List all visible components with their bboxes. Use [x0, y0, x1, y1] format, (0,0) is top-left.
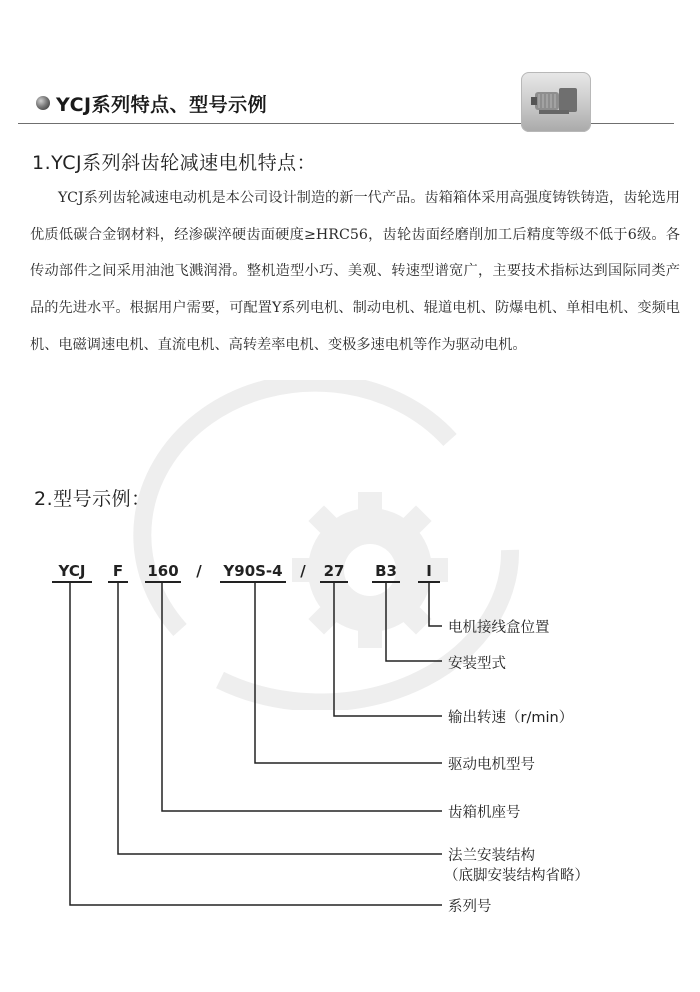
code-part-mounting: B3	[375, 562, 397, 580]
feature-paragraph: YCJ系列齿轮减速电动机是本公司设计制造的新一代产品。齿箱箱体采用高强度铸铁铸造，齿轮选用优质低碳合金钢材料，经渗碳淬硬齿面硬度≥HRC56，齿轮齿面经磨削加工后精度等级不低于6级。各传动部件之间采用油池飞溅润滑。整机造型小巧、美观、转速型谱宽广，主要技术指标达到国际同类产品的先进水平。根据用户需要，可配置Y系列电机、制动电机、辊道电机、防爆电机、单相电机、变频电机、电磁调速电机、直流电机、高转差率电机、变极多速电机等作为驱动电机。	[30, 190, 680, 353]
desc-foot-mounting-note: （底脚安装结构省略）	[444, 868, 589, 884]
page-header-title: YCJ系列特点、型号示例	[56, 94, 268, 116]
desc-mounting-type: 安装型式	[448, 656, 506, 672]
code-part-separator: /	[300, 562, 306, 580]
code-part-motor-model: Y90S-4	[223, 562, 283, 580]
code-part-flange: F	[112, 562, 124, 580]
desc-frame-size: 齿箱机座号	[448, 805, 521, 821]
section1-title: 1.YCJ系列斜齿轮减速电机特点：	[32, 152, 317, 174]
code-part-series: YCJ	[58, 562, 86, 580]
code-part-frame-size: 160	[147, 562, 179, 580]
desc-flange-mounting: 法兰安装结构	[448, 848, 535, 864]
desc-output-speed: 输出转速（r/min）	[448, 710, 574, 726]
code-part-terminal-box: I	[426, 562, 432, 580]
desc-series-code: 系列号	[448, 899, 492, 915]
code-part-separator: /	[196, 562, 202, 580]
desc-terminal-box-position: 电机接线盒位置	[448, 620, 550, 636]
code-part-output-speed: 27	[323, 562, 345, 580]
section2-title: 2.型号示例：	[34, 488, 151, 510]
desc-motor-model: 驱动电机型号	[448, 757, 535, 773]
